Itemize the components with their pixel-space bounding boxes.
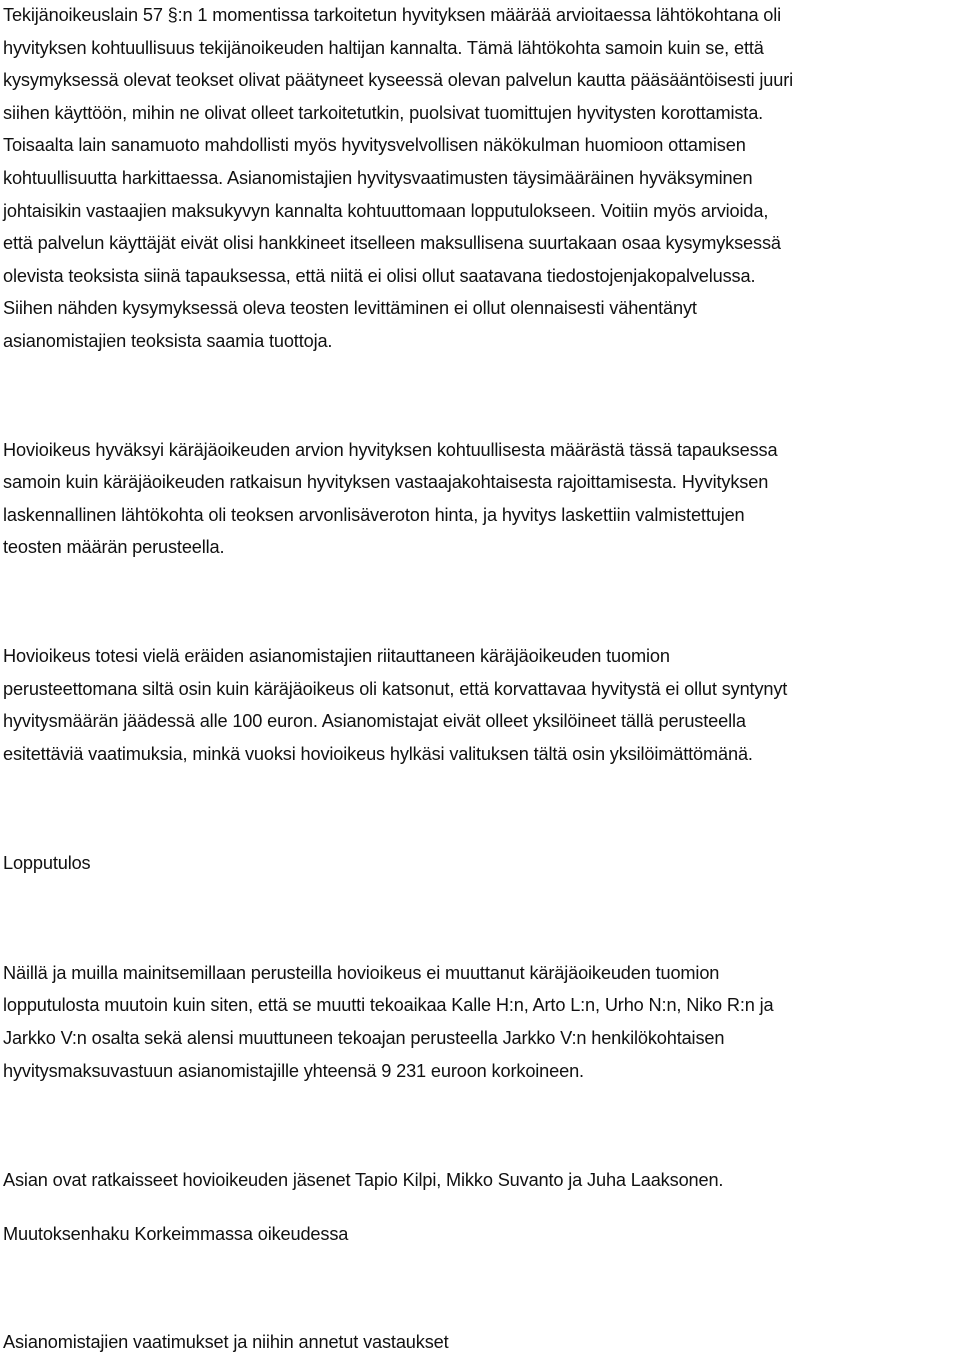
text-line: teosten määrän perusteella. (3, 537, 225, 558)
heading-text: Muutoksenhaku Korkeimmassa oikeudessa (3, 1223, 349, 1244)
text-line: kohtuullisuutta harkittaessa. Asianomistajien hyvitysvaatimusten täysimääräinen hyväksyminen (3, 167, 753, 188)
text-line: johtaisikin vastaajien maksukyvyn kannalta kohtuuttomaan lopputulokseen. Voitiin myös arvioida, (3, 200, 769, 221)
paragraph-court-approval (3, 434, 960, 564)
text-line: Asian ovat ratkaisseet hovioikeuden jäsenet Tapio Kilpi, Mikko Suvanto ja Juha Laaksonen. (3, 1170, 724, 1191)
text-line: Hovioikeus hyväksyi käräjäoikeuden arvion hyvityksen kohtuullisesta määrästä tässä tapauksessa (3, 439, 778, 460)
section-heading-result (3, 847, 960, 880)
paragraph-appeal-dismissal (3, 640, 960, 770)
text-line: siihen käyttöön, mihin ne olivat olleet tarkoitetutkin, puolsivat tuomittujen hyvitysten korottamista. (3, 102, 764, 123)
text-line: Näillä ja muilla mainitsemillaan perusteilla hovioikeus ei muuttanut käräjäoikeuden tuomion (3, 962, 720, 983)
text-line: asianomistajien teoksista saamia tuottoja. (3, 330, 333, 351)
text-line: samoin kuin käräjäoikeuden ratkaisun hyvityksen vastaajakohtaisesta rajoittamisesta. Hyvityksen (3, 472, 769, 493)
text-line: Hovioikeus totesi vielä eräiden asianomistajien riitauttaneen käräjäoikeuden tuomion (3, 645, 670, 666)
paragraph-judges (3, 1164, 960, 1197)
text-line: Tekijänoikeuslain 57 §:n 1 momentissa tarkoitetun hyvityksen määrää arvioitaessa lähtökohtana oli (3, 5, 782, 25)
text-line: hyvitysmaksuvastuun asianomistajille yhteensä 9 231 euroon korkoineen. (3, 1060, 584, 1081)
paragraph-final-outcome (3, 957, 960, 1087)
text-line: lopputulosta muutoin kuin siten, että se muutti tekoaikaa Kalle H:n, Arto L:n, Urho N:n, Niko R:n ja (3, 995, 774, 1016)
heading-text: Lopputulos (3, 853, 91, 874)
text-line: että palvelun käyttäjät eivät olisi hankkineet itselleen maksullisena suurtakaan osaa kysymyksessä (3, 233, 781, 254)
document-page (3, 0, 960, 1359)
text-line: hyvityksen kohtuullisuus tekijänoikeuden haltijan kannalta. Tämä lähtökohta samoin kuin se, että (3, 37, 764, 58)
text-line: Toisaalta lain sanamuoto mahdollisti myös hyvitysvelvollisen näkökulman huomioon ottamisen (3, 135, 746, 156)
text-line: laskennallinen lähtökohta oli teoksen arvonlisäveroton hinta, ja hyvitys laskettiin valmistettujen (3, 504, 745, 525)
paragraph-compensation-assessment (3, 0, 960, 358)
text-line: Siihen nähden kysymyksessä oleva teosten levittäminen ei ollut olennaisesti vähentänyt (3, 298, 697, 319)
heading-text: Asianomistajien vaatimukset ja niihin annetut vastaukset (3, 1332, 449, 1353)
text-line: esitettäviä vaatimuksia, minkä vuoksi hovioikeus hylkäsi valituksen tältä osin yksilöimättömänä. (3, 743, 753, 764)
text-line: olevista teoksista siinä tapauksessa, että niitä ei olisi ollut saatavana tiedostojenjakopalvelussa. (3, 265, 756, 286)
text-line: perusteettomana siltä osin kuin käräjäoikeus oli katsonut, että korvattavaa hyvitystä ei ollut syntynyt (3, 678, 788, 699)
text-line: Jarkko V:n osalta sekä alensi muuttuneen tekoajan perusteella Jarkko V:n henkilökohtaisen (3, 1028, 725, 1049)
section-heading-appeal (3, 1218, 960, 1251)
section-heading-claims (3, 1326, 960, 1359)
text-line: kysymyksessä olevat teokset olivat päätyneet kyseessä olevan palvelun kautta pääsääntöisesti juuri (3, 70, 794, 91)
text-line: hyvitysmäärän jäädessä alle 100 euron. Asianomistajat eivät olleet yksilöineet tällä perusteella (3, 711, 746, 732)
